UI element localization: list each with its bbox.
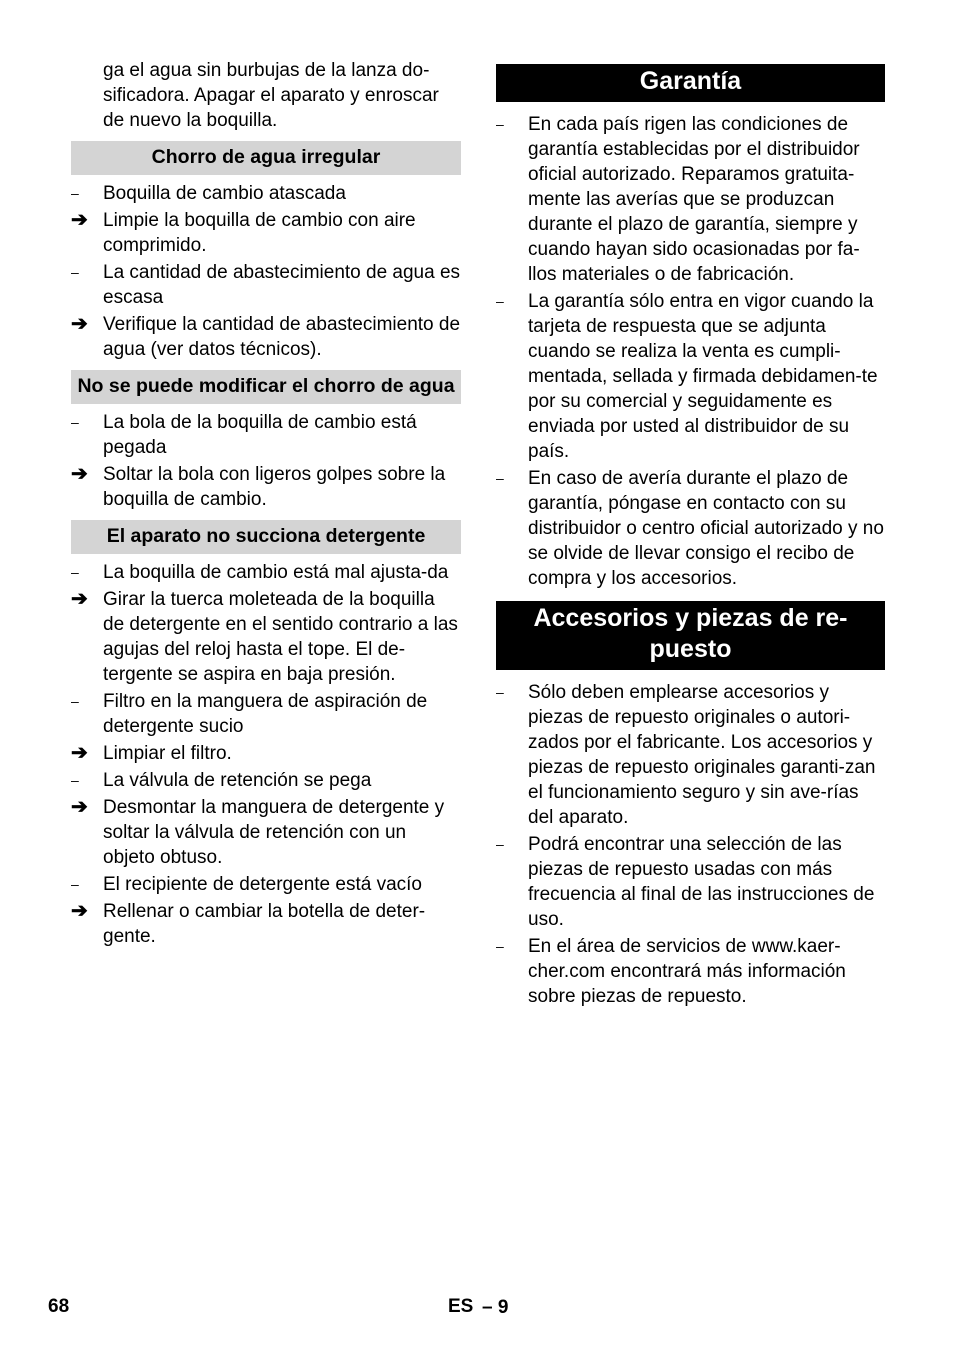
- arrow-right-icon: ➔: [71, 463, 88, 485]
- list-item-text: En caso de avería durante el plazo de garantía, póngase en contacto con su distribuidor o centro oficial autorizado y no se olvide de llevar consigo el recibo de compra y los accesorios.: [528, 468, 884, 589]
- right-column: [496, 64, 885, 1009]
- list-item-text: Desmontar la manguera de detergente y soltar la válvula de retención con un objeto obtuso.: [103, 797, 445, 868]
- list-item: [71, 795, 461, 870]
- list-item: [71, 208, 461, 258]
- list-item-text: En cada país rigen las condiciones de garantía establecidas por el distribuidor oficial autorizado. Reparamos gratuita-mente las averías que se produzcan durante el plazo de garantía, siempre y cuando hayan sido ocasionadas por fa-llos materiales o de fabricación.: [528, 114, 860, 285]
- section-chorro-irregular: [71, 141, 461, 362]
- section-heading: Chorro de agua irregular: [71, 141, 461, 175]
- arrow-right-icon: ➔: [71, 588, 88, 610]
- language-code: ES: [448, 1296, 474, 1317]
- list-item-text: La válvula de retención se pega: [103, 770, 372, 791]
- list-item: [71, 741, 461, 766]
- list-item-text: La bola de la boquilla de cambio está pegada: [103, 412, 417, 458]
- list-item-text: La garantía sólo entra en vigor cuando la tarjeta de respuesta que se adjunta cuando se realiza la venta es cumpli-mentada, sellada y firmada debidamen-te por su comercial y seguidamente es enviada por usted al distribuidor de su país.: [528, 291, 878, 462]
- left-column: [71, 58, 461, 949]
- list-item-text: Limpiar el filtro.: [103, 743, 232, 764]
- list-item-text: Girar la tuerca moleteada de la boquilla de detergente en el sentido contrario a las agujas del reloj hasta el tope. El de-tergente se aspira en baja presión.: [103, 589, 458, 685]
- page-number: 68: [48, 1296, 70, 1317]
- list-item: [71, 587, 461, 687]
- section-heading: No se puede modificar el chorro de agua: [71, 370, 461, 404]
- arrow-right-icon: ➔: [71, 209, 88, 231]
- list-item-text: Podrá encontrar una selección de las piezas de repuesto usadas con más frecuencia al final de las instrucciones de uso.: [528, 834, 875, 930]
- dash-bullet: –: [71, 414, 79, 430]
- list-item: [496, 832, 885, 932]
- list-item: [71, 181, 461, 206]
- dash-bullet: –: [496, 116, 504, 132]
- dash-bullet: –: [71, 772, 79, 788]
- section-heading: El aparato no succiona detergente: [71, 520, 461, 554]
- dash-bullet: –: [71, 693, 79, 709]
- list-item-text: La boquilla de cambio está mal ajusta-da: [103, 562, 449, 583]
- dash-bullet: –: [71, 264, 79, 280]
- list-item: [496, 934, 885, 1009]
- list-item: [71, 312, 461, 362]
- list-item: [496, 466, 885, 591]
- list-item: [496, 112, 885, 287]
- section-no-succiona: [71, 520, 461, 949]
- dash-bullet: –: [496, 836, 504, 852]
- section-garantia: [496, 64, 885, 591]
- arrow-right-icon: ➔: [71, 313, 88, 335]
- intro-paragraph: ga el agua sin burbujas de la lanza do-sificadora. Apagar el aparato y enroscar de nuevo la boquilla.: [103, 60, 439, 131]
- list-item: [496, 289, 885, 464]
- list-item-text: Rellenar o cambiar la botella de deter-gente.: [103, 901, 426, 947]
- dash-bullet: –: [496, 293, 504, 309]
- list-item: [71, 768, 461, 793]
- list-item-text: La cantidad de abastecimiento de agua es escasa: [103, 262, 461, 308]
- dash-bullet: –: [71, 564, 79, 580]
- dash-bullet: –: [496, 684, 504, 700]
- list-item: [71, 560, 461, 585]
- list-item-text: El recipiente de detergente está vacío: [103, 874, 422, 895]
- arrow-right-icon: ➔: [71, 900, 88, 922]
- list-item-text: En el área de servicios de www.kaer-cher.com encontrará más información sobre piezas de repuesto.: [528, 936, 846, 1007]
- list-item: [71, 260, 461, 310]
- dash-bullet: –: [496, 470, 504, 486]
- section-heading: Garantía: [496, 64, 885, 102]
- dash-bullet: –: [71, 876, 79, 892]
- dash-bullet: –: [71, 185, 79, 201]
- list-item: [71, 899, 461, 949]
- list-item-text: Sólo deben emplearse accesorios y piezas de repuesto originales o autori-zados por el fabricante. Los accesorios y piezas de repuesto originales garanti-zan el funcionamiento seguro y sin ave-rías del aparato.: [528, 682, 876, 828]
- list-item: [71, 462, 461, 512]
- list-item-text: Soltar la bola con ligeros golpes sobre la boquilla de cambio.: [103, 464, 446, 510]
- list-item: [71, 872, 461, 897]
- arrow-right-icon: ➔: [71, 742, 88, 764]
- list-item-text: Filtro en la manguera de aspiración de detergente sucio: [103, 691, 428, 737]
- list-item-text: Limpie la boquilla de cambio con aire comprimido.: [103, 210, 416, 256]
- section-heading: Accesorios y piezas de re-puesto: [496, 601, 885, 670]
- list-item: [71, 410, 461, 460]
- section-accesorios: [496, 601, 885, 1009]
- list-item: [496, 680, 885, 830]
- section-chorro-no-modificable: [71, 370, 461, 512]
- dash-bullet: –: [496, 938, 504, 954]
- list-item: [71, 689, 461, 739]
- arrow-right-icon: ➔: [71, 796, 88, 818]
- list-item-text: Boquilla de cambio atascada: [103, 183, 346, 204]
- list-item-text: Verifique la cantidad de abastecimiento de agua (ver datos técnicos).: [103, 314, 461, 360]
- section-page-number: – 9: [482, 1297, 509, 1318]
